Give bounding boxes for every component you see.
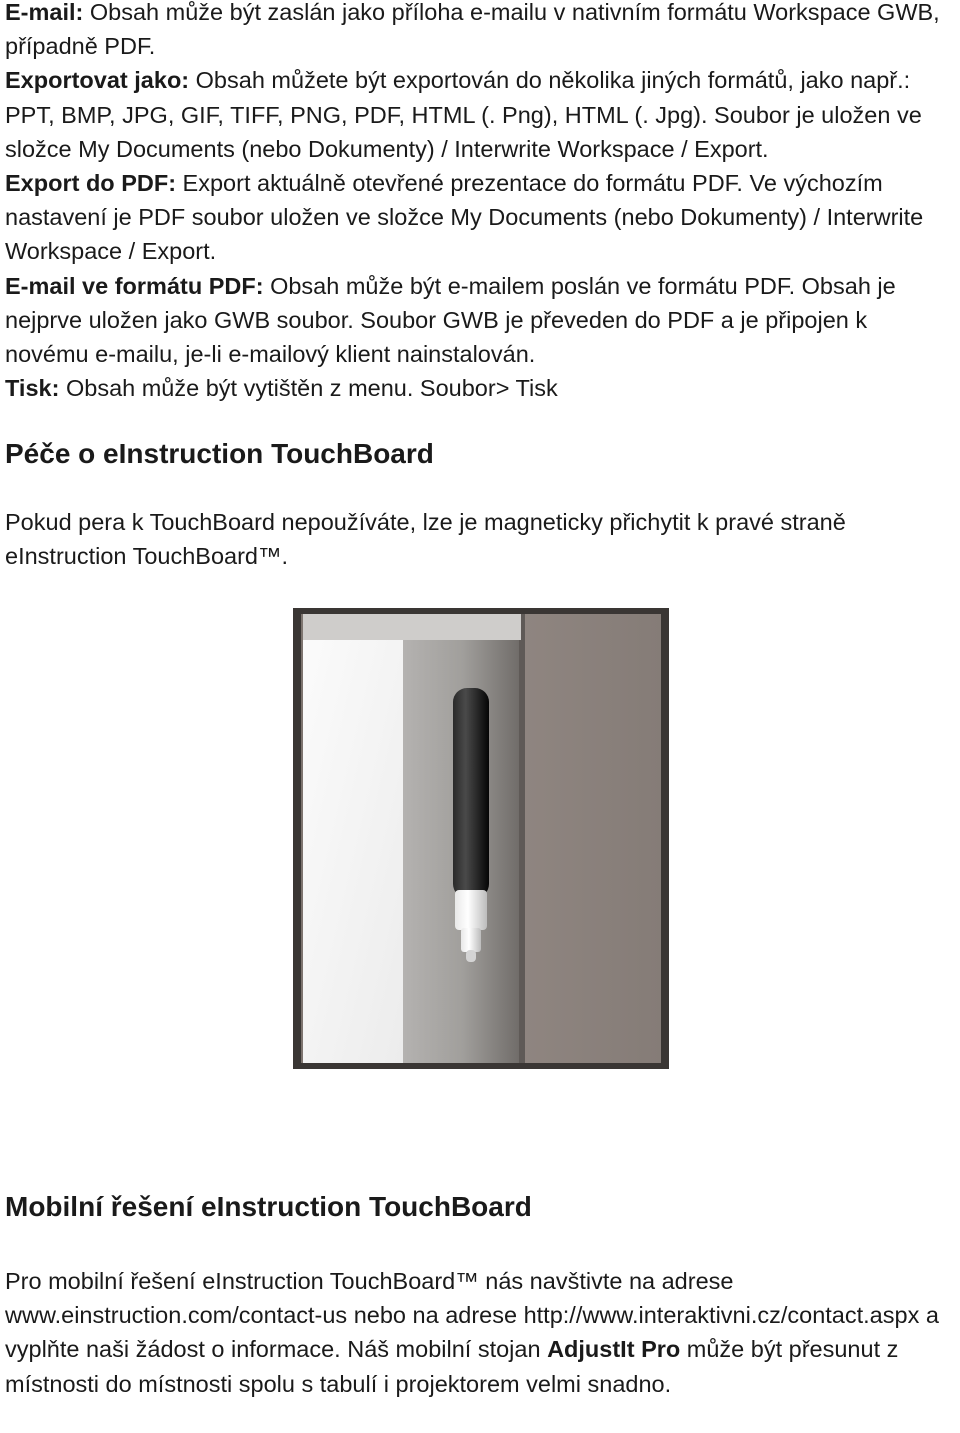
desc-email: Obsah může být zaslán jako příloha e-mailu v nativním formátu Workspace GWB, případně PDF. <box>5 0 940 60</box>
mobile-text-part2: může být přesunut z místnosti do místnosti spolu s tabulí i projektorem velmi snadno. <box>5 1336 899 1397</box>
desc-email-pdf: Obsah může být e-mailem poslán ve formátu PDF. Obsah je nejprve uložen jako GWB soubor. Soubor GWB je převeden do PDF a je připojen k novému e-mailu, je-li e-mailový klient nainstalován. <box>5 272 896 368</box>
paragraph-export-as <box>5 63 950 166</box>
paragraph-email-pdf <box>5 269 950 372</box>
paragraph-mobile <box>5 1264 955 1401</box>
heading-care: Péče o eInstruction TouchBoard <box>5 438 434 469</box>
desc-export-pdf: Export aktuálně otevřené prezentace do formátu PDF. Ve výchozím nastavení je PDF soubor uložen ve složce My Documents (nebo Dokumenty) / Interwrite Workspace / Export. <box>5 170 924 265</box>
desc-export-as: Obsah můžete být exportován do několika jiných formátů, jako např.: PPT, BMP, JPG, GIF, TIFF, PNG, PDF, HTML (. Png), HTML (. Jpg). Soubor je uložen ve složce My Documents (nebo Dokumenty) / Interwrite Workspace / Export. <box>5 67 922 162</box>
term-email: E-mail: <box>5 0 84 25</box>
export-options-section <box>5 0 950 405</box>
desc-print: Obsah může být vytištěn z menu. Soubor> Tisk <box>59 375 558 402</box>
term-email-pdf: E-mail ve formátu PDF: <box>5 272 264 299</box>
heading-mobile: Mobilní řešení eInstruction TouchBoard <box>5 1191 532 1222</box>
term-print: Tisk: <box>5 375 60 402</box>
pen-on-board-photo <box>293 608 669 1069</box>
paragraph-print <box>5 371 950 405</box>
term-export-as: Exportovat jako: <box>5 67 190 94</box>
paragraph-care: Pokud pera k TouchBoard nepoužíváte, lze je magneticky přichytit k pravé straně eInstruction TouchBoard™. <box>5 509 846 570</box>
care-section <box>5 505 950 573</box>
paragraph-email <box>5 0 950 63</box>
product-name: AdjustIt Pro <box>547 1336 681 1363</box>
mobile-text-part1: Pro mobilní řešení eInstruction TouchBoard™ nás navštivte na adrese www.einstruction.com/contact-us nebo na adrese http://www.interaktivni.cz/contact.aspx a vyplňte naši žádost o informace. Náš mobilní stojan <box>5 1268 939 1363</box>
term-export-pdf: Export do PDF: <box>5 170 177 197</box>
mobile-section <box>5 1264 955 1401</box>
paragraph-export-pdf <box>5 166 950 269</box>
